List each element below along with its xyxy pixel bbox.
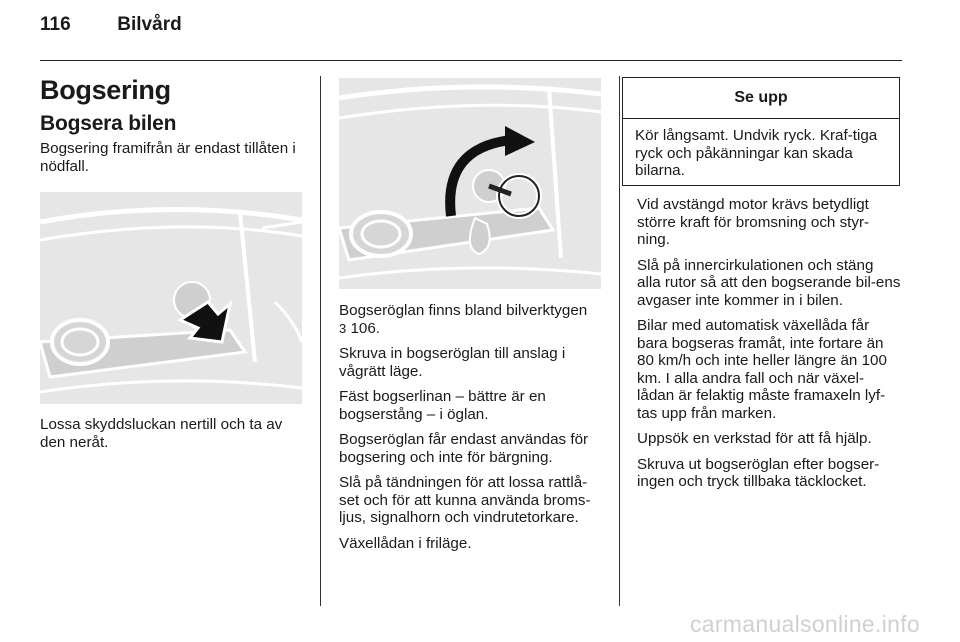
caution-text: Kör långsamt. Undvik ryck. Kraf-tiga ryck och påkänningar kan skada bilarna. <box>635 127 878 179</box>
right-paragraph-5: Skruva ut bogseröglan efter bogser-ingen och tryck tillbaka täcklocket. <box>637 455 880 490</box>
middle-column <box>339 302 603 560</box>
caution-box <box>622 77 900 186</box>
middle-paragraph-4: Bogseröglan får endast användas för bogsering och inte för bärgning. <box>339 431 589 466</box>
towing-eye-drawing <box>339 78 601 289</box>
towing-eye-illustration <box>339 78 601 289</box>
right-column <box>637 196 901 499</box>
cover-illustration <box>40 192 302 404</box>
page-ref-link[interactable]: 106. <box>350 319 381 337</box>
column-divider-1 <box>320 76 321 606</box>
cover-drawing <box>40 192 302 404</box>
figure-caption: Lossa skyddsluckan nertill och ta av den neråt. <box>40 416 283 451</box>
right-paragraph-4: Uppsök en verkstad för att få hjälp. <box>637 430 872 447</box>
left-caption-block <box>40 416 304 459</box>
section-heading: Bogsera bilen <box>40 112 177 135</box>
header-rule <box>40 60 902 61</box>
middle-paragraph-3: Fäst bogserlinan – bättre är en bogserstång – i öglan. <box>339 388 546 423</box>
page-number: 116 <box>40 14 71 35</box>
section-title: Bilvård <box>117 14 182 35</box>
right-paragraph-3: Bilar med automatisk växellåda får bara bogseras framåt, inte fortare än 80 km/h och inte heller längre än 100 km. I alla andra fall och när växel-lådan är felaktig måste framaxeln lyf-tas upp från marken. <box>637 317 887 422</box>
left-column <box>40 76 304 183</box>
middle-paragraph-5: Slå på tändningen för att lossa rattlå-set och för att kunna använda broms-ljus, signalhorn och vindrutetorkare. <box>339 474 591 526</box>
page-title: Bogsering <box>40 75 171 105</box>
middle-paragraph-2: Skruva in bogseröglan till anslag i vågrätt läge. <box>339 345 566 380</box>
tool-location-main: Bogseröglan finns bland bilverktygen <box>339 302 588 319</box>
right-paragraph-2: Slå på innercirkulationen och stäng alla rutor så att den bogserande bil-ens avgaser inte kommer in i bilen. <box>637 256 901 309</box>
tool-location-text <box>339 302 603 337</box>
middle-paragraph-6: Växellådan i friläge. <box>339 534 472 552</box>
watermark: carmanualsonline.info <box>689 611 920 637</box>
page-header <box>40 14 182 36</box>
caution-title: Se upp <box>623 78 899 119</box>
column-divider-2 <box>619 76 620 606</box>
right-paragraph-1: Vid avstängd motor krävs betydligt större kraft för bromsning och styr-ning. <box>637 196 870 248</box>
page-ref-arrow-icon: 3 <box>339 320 347 336</box>
intro-text: Bogsering framifrån är endast tillåten i nödfall. <box>40 140 296 175</box>
